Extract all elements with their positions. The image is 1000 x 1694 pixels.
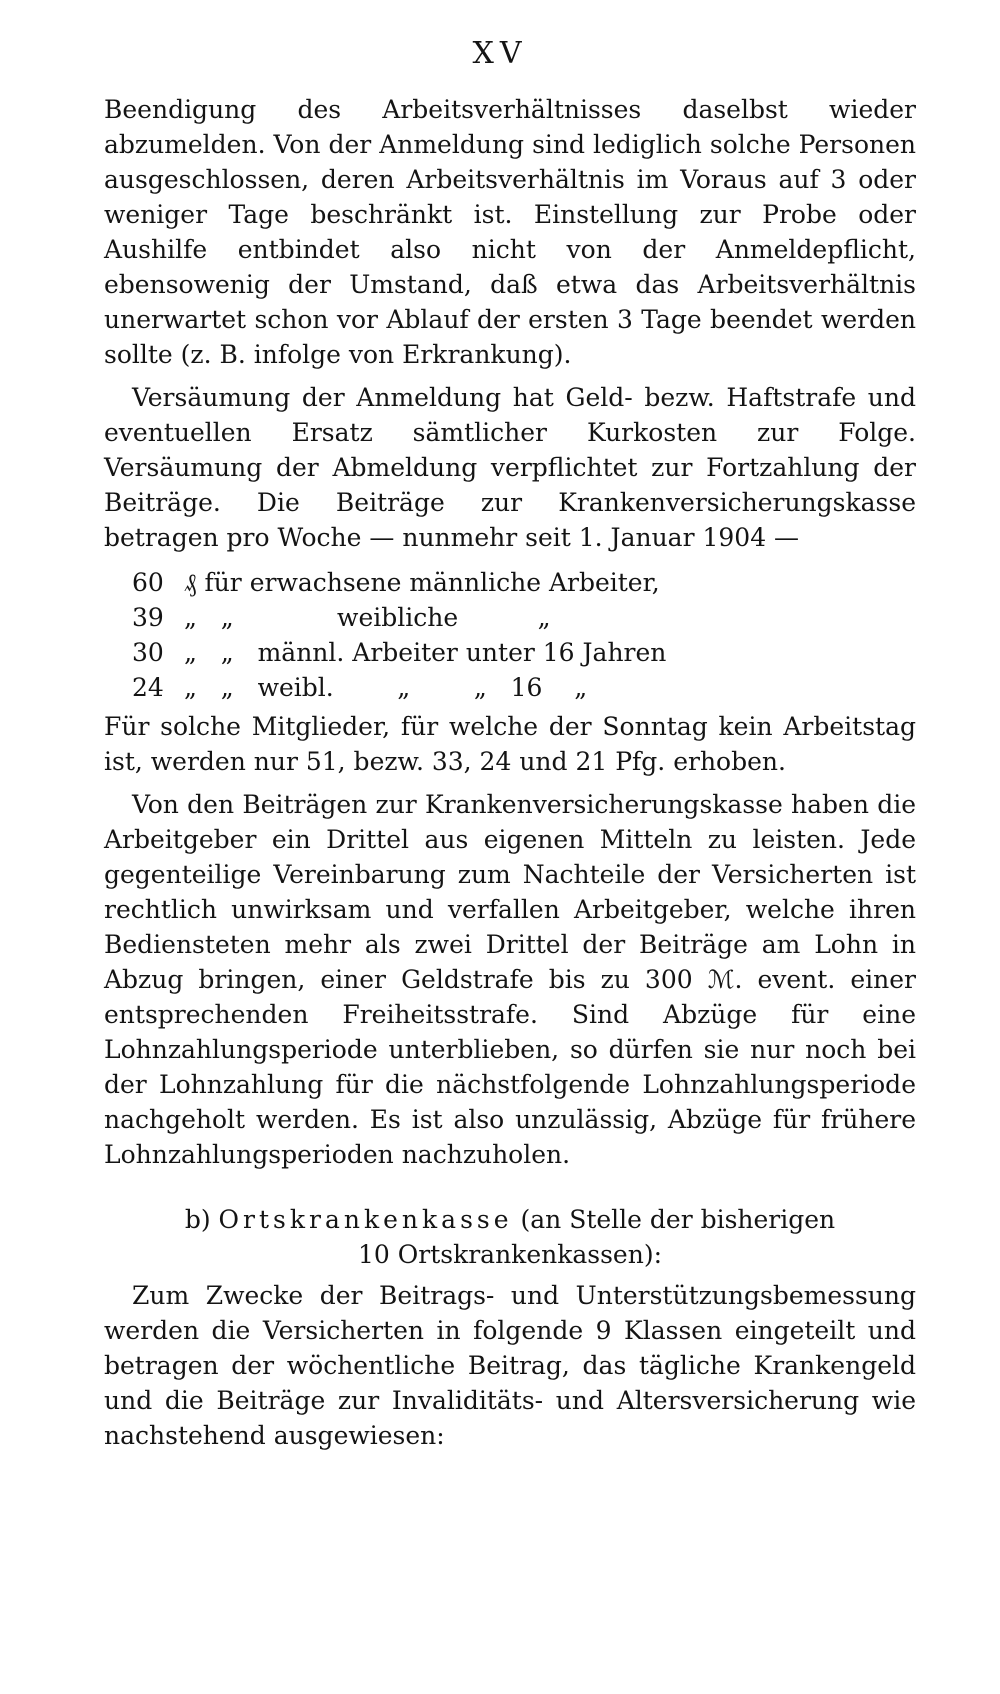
section-title-rest: (an Stelle der bisherigen (520, 1205, 836, 1234)
section-b-heading (104, 1202, 916, 1272)
rate-row (132, 670, 916, 705)
rate-row (132, 600, 916, 635)
rate-description: ₰ für erwachsene männliche Arbeiter, (184, 568, 660, 597)
section-b-heading-line2: 10 Ortskrankenkassen): (357, 1240, 663, 1269)
paragraph-employer-share: Von den Beiträgen zur Krankenversicherungskasse haben die Arbeitgeber ein Drittel aus eigenen Mitteln zu leisten. Jede gegenteilige Vereinbarung zum Nachteile der Versicherten ist rechtlich unwirksam und verfallen Arbeitgeber, welche ihren Bediensteten mehr als zwei Drittel der Beiträge am Lohn in Abzug bringen, einer Geldstrafe bis zu 300 ℳ. event. einer entsprechenden Freiheitsstrafe. Sind Abzüge für eine Lohnzahlungsperiode unterblieben, so dürfen sie nur noch bei der Lohnzahlung für die nächstfolgende Lohnzahlungsperiode nachgeholt werden. Es ist also unzulässig, Abzüge für frühere Lohnzahlungsperioden nachzuholen. (104, 790, 916, 1169)
section-title: Ortskrankenkasse (218, 1205, 513, 1234)
rate-amount: 60 (132, 568, 164, 597)
rate-description: „ „ männl. Arbeiter unter 16 Jahren (184, 638, 667, 667)
rate-amount: 39 (132, 603, 164, 632)
paragraph-deregistration: Beendigung des Arbeitsverhältnisses daselbst wieder abzumelden. Von der Anmeldung sind lediglich solche Personen ausgeschlossen, deren Arbeitsverhältnis im Voraus auf 3 oder weniger Tage beschränkt ist. Einstellung zur Probe oder Aushilfe entbindet also nicht von der Anmeldepflicht, ebensowenig der Umstand, daß etwa das Arbeitsverhältnis unerwartet schon vor Ablauf der ersten 3 Tage beendet werden sollte (z. B. infolge von Erkrankung). (104, 95, 916, 369)
rate-description: „ „ weibliche „ (184, 603, 551, 632)
rate-row (132, 565, 916, 600)
paragraph-sunday-exception: Für solche Mitglieder, für welche der Sonntag kein Arbeitstag ist, werden nur 51, bezw. 33, 24 und 21 Pfg. erhoben. (104, 712, 916, 776)
paragraph-penalties: Versäumung der Anmeldung hat Geld- bezw. Haftstrafe und eventuellen Ersatz sämtlicher Kurkosten zur Folge. Versäumung der Abmeldung verpflichtet zur Fortzahlung der Beiträge. Die Beiträge zur Krankenversicherungskasse betragen pro Woche — nunmehr seit 1. Januar 1904 — (104, 383, 916, 552)
section-marker: b) (184, 1205, 211, 1234)
page-number: XV (472, 36, 528, 71)
rate-row (132, 635, 916, 670)
rate-description: „ „ weibl. „ „ 16 „ (184, 673, 588, 702)
section-b-heading-line1 (104, 1202, 916, 1237)
page-body (104, 92, 916, 1453)
rate-amount: 30 (132, 638, 164, 667)
rate-amount: 24 (132, 673, 164, 702)
contribution-rates-list (104, 565, 916, 705)
paragraph-classes: Zum Zwecke der Beitrags- und Unterstützungsbemessung werden die Versicherten in folgende 9 Klassen eingeteilt und betragen der wöchentliche Beitrag, das tägliche Krankengeld und die Beiträge zur Invaliditäts- und Altersversicherung wie nachstehend ausgewiesen: (104, 1281, 916, 1450)
